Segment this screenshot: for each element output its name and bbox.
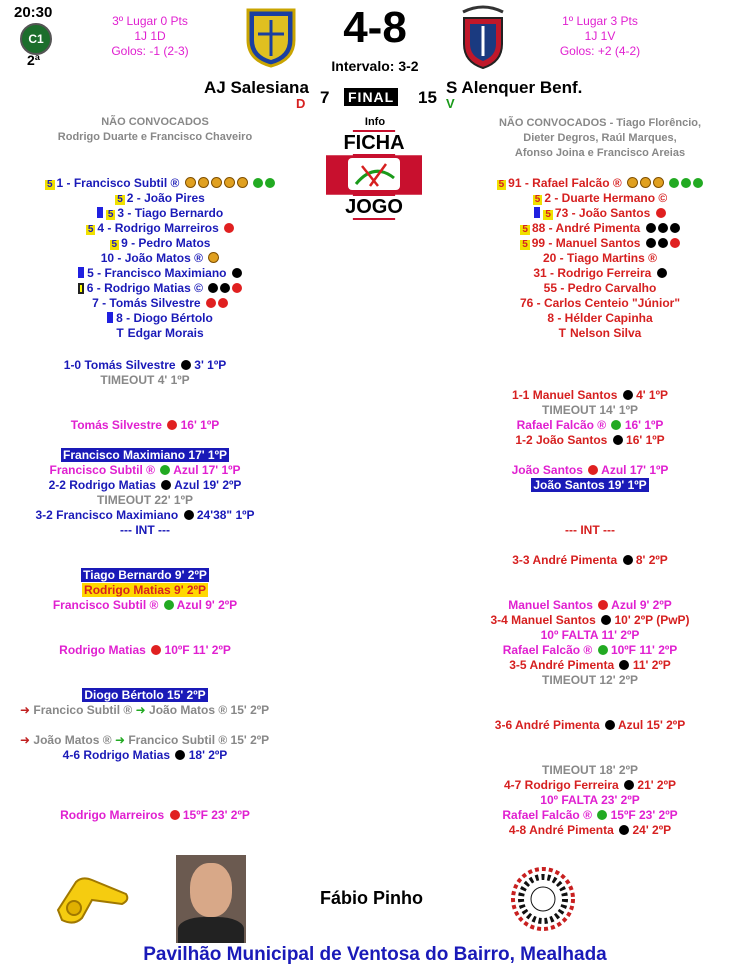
- ficha-bottom-text: JOGO: [334, 196, 414, 218]
- list-item[interactable]: 8 - Diogo Bértolo: [30, 311, 290, 326]
- away-event-timeout-3: TIMEOUT 18' 2ºP: [542, 763, 638, 777]
- away-standing: 1º Lugar 3 Pts: [562, 14, 638, 28]
- home-record: 1J 1D: [134, 29, 166, 43]
- away-record: 1J 1V: [584, 29, 616, 43]
- home-fouls: 7: [320, 88, 330, 107]
- competition-logo: [20, 23, 52, 55]
- away-event-timeout-1: TIMEOUT 14' 1ºP: [542, 403, 638, 417]
- list-item[interactable]: 5 99 - Manuel Santos: [470, 236, 730, 251]
- home-event-goal-2: 2-2 Rodrigo Matias Azul 19' 2ºP: [48, 478, 242, 492]
- list-item[interactable]: 5 2 - João Pires: [117, 191, 205, 205]
- home-event-card-4: Diogo Bértolo 15' 2ºP: [84, 688, 206, 702]
- away-event-goal-2: 1-2 João Santos 16' 1ºP: [515, 433, 665, 447]
- whistle-icon: [52, 870, 132, 926]
- home-lineup: [30, 176, 290, 341]
- away-not-called-line2: Dieter Degros, Raúl Marques,: [523, 132, 677, 144]
- away-event-foul-count-2: 10º FALTA 23' 2ºP: [540, 793, 640, 807]
- home-event-foul-4: Rodrigo Matias 10ºF 11' 2ºP: [59, 643, 231, 657]
- away-event-goal-4: 3-4 Manuel Santos 10' 2ºP (PwP): [490, 613, 690, 627]
- home-event-card-1: Francisco Maximiano 17' 1ºP: [63, 448, 227, 462]
- away-event-goal-5: 3-5 André Pimenta 11' 2ºP: [509, 658, 671, 672]
- away-event-goal-6: 3-6 André Pimenta Azul 15' 2ºP: [494, 718, 686, 732]
- list-item[interactable]: 10 - João Matos ®: [30, 251, 290, 266]
- home-not-called-title: NÃO CONVOCADOS: [101, 116, 209, 128]
- away-event-goal-1: 1-1 Manuel Santos 4' 1ºP: [512, 388, 668, 402]
- away-fouls: 15: [418, 88, 437, 107]
- home-event-goal-3: 3-2 Francisco Maximiano 24'38" 1ºP: [35, 508, 255, 522]
- list-item[interactable]: 5 - Francisco Maximiano: [30, 266, 290, 281]
- home-event-foul-1: Tomás Silvestre 16' 1ºP: [70, 418, 220, 432]
- coach-icon: T: [558, 326, 566, 340]
- home-event-goal-1: 1-0 Tomás Silvestre 3' 1ºP: [63, 358, 227, 372]
- away-event-goal-3: 3-3 André Pimenta 8' 2ºP: [512, 553, 668, 567]
- home-event-card-3: Rodrigo Matias 9' 2ºP: [84, 583, 206, 597]
- away-event-goal-7: 4-7 Rodrigo Ferreira 21' 2ºP: [504, 778, 676, 792]
- home-standing: 3º Lugar 0 Pts: [112, 14, 188, 28]
- away-team-name[interactable]: S Alenquer Benf.: [446, 78, 583, 97]
- away-event-foul-3: Manuel Santos Azul 9' 2ºP: [508, 598, 672, 612]
- away-event-foul-1: Rafael Falcão ® 16' 1ºP: [516, 418, 664, 432]
- away-result-letter: V: [446, 96, 455, 111]
- away-not-called: [470, 116, 730, 161]
- away-event-foul-2: João Santos Azul 17' 1ºP: [511, 463, 669, 477]
- home-event-sub-2: ➜ João Matos ® ➜ Francico Subtil ® 15' 2ºP: [20, 733, 270, 747]
- list-item[interactable]: 5 1 - Francisco Subtil ®: [30, 176, 290, 191]
- home-result-letter: D: [296, 96, 306, 111]
- list-item[interactable]: 5 4 - Rodrigo Marreiros: [30, 221, 290, 236]
- away-not-called-line1: NÃO CONVOCADOS - Tiago Florêncio,: [498, 117, 702, 129]
- home-team-name[interactable]: AJ Salesiana: [204, 78, 309, 97]
- list-item[interactable]: 8 - Hélder Capinha: [547, 311, 653, 325]
- away-not-called-line3: Afonso Joina e Francisco Areias: [514, 147, 686, 159]
- match-time: 20:30: [14, 4, 53, 21]
- home-event-interval: --- INT ---: [120, 523, 170, 537]
- away-event-foul-count-1: 10º FALTA 11' 2ºP: [540, 628, 640, 642]
- home-event-timeout-2: TIMEOUT 22' 1ºP: [97, 493, 193, 507]
- interval-score: Intervalo: 3-2: [331, 58, 419, 74]
- home-crest: [244, 6, 298, 68]
- list-item[interactable]: 5 73 - João Santos: [470, 206, 730, 221]
- referee-face: [190, 863, 232, 917]
- venue[interactable]: Pavilhão Municipal de Ventosa do Bairro, Mealhada: [143, 944, 607, 965]
- away-event-foul-5: Rafael Falcão ® 15ºF 23' 2ºP: [502, 808, 678, 822]
- home-event-foul-5: Rodrigo Marreiros 15ºF 23' 2ºP: [60, 808, 250, 822]
- list-item[interactable]: 7 - Tomás Silvestre: [30, 296, 290, 311]
- score: 4-8: [343, 3, 407, 52]
- referee-association-logo: [510, 866, 576, 932]
- ficha-top-text: FICHA: [334, 132, 414, 154]
- ficha-figure-icon: [348, 158, 400, 190]
- home-event-card-2: Tiago Bernardo 9' 2ºP: [83, 568, 207, 582]
- list-item[interactable]: T Edgar Morais: [116, 326, 204, 340]
- list-item[interactable]: 20 - Tiago Martins ®: [543, 251, 657, 265]
- list-item[interactable]: 5 88 - André Pimenta: [470, 221, 730, 236]
- list-item[interactable]: 31 - Rodrigo Ferreira: [470, 266, 730, 281]
- home-event-timeout-1: TIMEOUT 4' 1ºP: [100, 373, 190, 387]
- info-label[interactable]: Info: [364, 116, 386, 128]
- home-event-goal-4: 4-6 Rodrigo Matias 18' 2ºP: [62, 748, 228, 762]
- list-item[interactable]: 5 91 - Rafael Falcão ®: [470, 176, 730, 191]
- round-label: 2ª: [27, 52, 40, 68]
- referee-photo: [176, 855, 246, 943]
- list-item[interactable]: 6 - Rodrigo Matias ©: [30, 281, 290, 296]
- list-item[interactable]: 5 9 - Pedro Matos: [111, 236, 211, 250]
- list-item[interactable]: T Nelson Silva: [558, 326, 642, 340]
- away-event-card-1: João Santos 19' 1ºP: [533, 478, 647, 492]
- match-status: FINAL: [344, 88, 398, 106]
- away-goals: Golos: +2 (4-2): [559, 44, 641, 58]
- away-event-goal-8: 4-8 André Pimenta 24' 2ºP: [508, 823, 672, 837]
- list-item[interactable]: 5 2 - Duarte Hermano ©: [534, 191, 668, 205]
- list-item[interactable]: 76 - Carlos Centeio "Júnior": [519, 296, 681, 310]
- home-event-foul-2: Francisco Subtil ® Azul 17' 1ºP: [49, 463, 241, 477]
- referee-name[interactable]: Fábio Pinho: [320, 888, 423, 908]
- home-goals: Golos: -1 (2-3): [111, 44, 189, 58]
- away-lineup: [470, 176, 730, 341]
- home-event-sub-1: ➜ Francico Subtil ® ➜ João Matos ® 15' 2ºP: [20, 703, 270, 717]
- away-event-interval: --- INT ---: [565, 523, 615, 537]
- competition-logo-mark: C1: [28, 32, 44, 46]
- list-item[interactable]: 5 3 - Tiago Bernardo: [30, 206, 290, 221]
- home-not-called-names: Rodrigo Duarte e Francisco Chaveiro: [57, 131, 253, 143]
- home-event-foul-3: Francisco Subtil ® Azul 9' 2ºP: [52, 598, 238, 612]
- referee-shirt: [178, 917, 244, 943]
- away-event-foul-4: Rafael Falcão ® 10ºF 11' 2ºP: [502, 643, 678, 657]
- away-event-timeout-2: TIMEOUT 12' 2ºP: [542, 673, 638, 687]
- coach-icon: T: [116, 326, 124, 340]
- away-crest: [458, 4, 508, 70]
- list-item[interactable]: 55 - Pedro Carvalho: [543, 281, 657, 295]
